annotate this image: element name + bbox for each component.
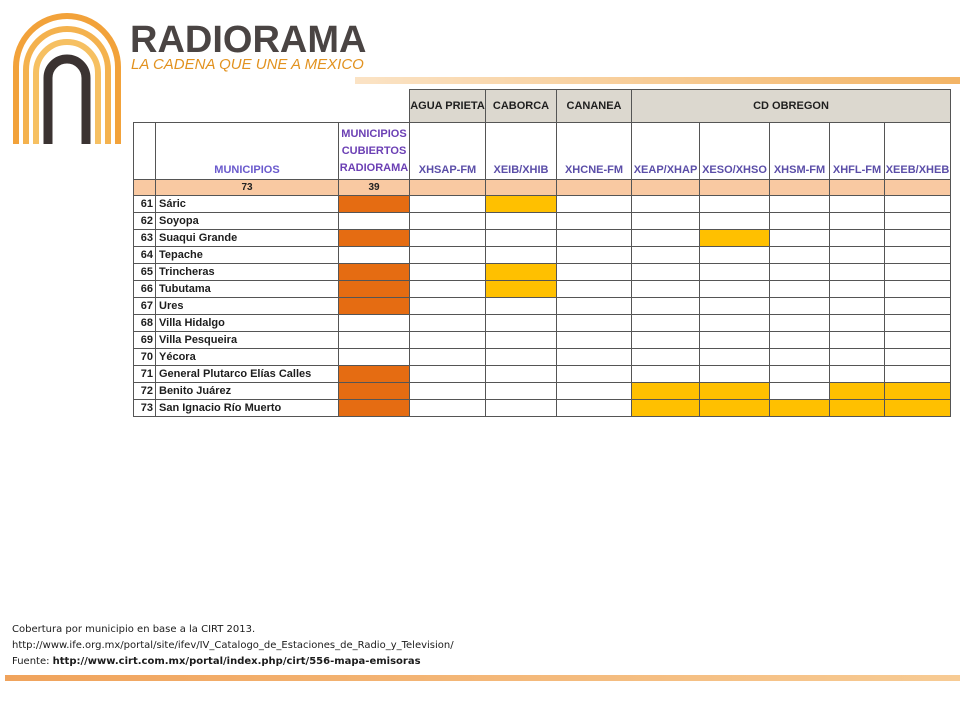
row-number: 71 (134, 366, 156, 383)
station-cell (486, 383, 557, 400)
table-row (134, 383, 951, 400)
station-cell (830, 213, 885, 230)
coverage-cell (339, 264, 410, 281)
municipio-name: Villa Pesqueira (156, 332, 339, 349)
station-cell (700, 281, 770, 298)
municipio-name: Benito Juárez (156, 383, 339, 400)
station-cell (770, 281, 830, 298)
station-cell (770, 196, 830, 213)
station-cell (410, 264, 486, 281)
station-cell (486, 315, 557, 332)
municipio-name: Tepache (156, 247, 339, 264)
totals-cell (632, 180, 700, 196)
station-cell (700, 213, 770, 230)
row-number: 70 (134, 349, 156, 366)
station-cell (486, 264, 557, 281)
station-cell (700, 298, 770, 315)
station-cell (557, 315, 632, 332)
coverage-cell (339, 247, 410, 264)
coverage-cell (339, 349, 410, 366)
totals-cell (486, 180, 557, 196)
station-cell (632, 264, 700, 281)
station-cell (885, 366, 951, 383)
municipio-name: Yécora (156, 349, 339, 366)
station-cell (410, 349, 486, 366)
totals-cell (770, 180, 830, 196)
footer-line-coverage: Cobertura por municipio en base a la CIRT 2013. (12, 624, 256, 635)
row-number: 67 (134, 298, 156, 315)
totals-blank (134, 180, 156, 196)
coverage-cell (339, 366, 410, 383)
station-cell (830, 366, 885, 383)
station-cell (830, 349, 885, 366)
station-header: XEEB/XHEB (885, 123, 951, 180)
station-cell (557, 332, 632, 349)
table-row (134, 247, 951, 264)
station-cell (410, 383, 486, 400)
row-number: 62 (134, 213, 156, 230)
totals-cell (557, 180, 632, 196)
station-header-row (134, 123, 951, 180)
station-cell (557, 230, 632, 247)
footer-notes (12, 622, 454, 670)
brand-name: RADIORAMA (130, 19, 367, 61)
station-cell (486, 400, 557, 417)
station-cell (557, 366, 632, 383)
radiorama-logo-arch-icon (12, 12, 122, 147)
station-cell (770, 315, 830, 332)
bottom-decorative-stripe (5, 675, 960, 681)
station-cell (557, 298, 632, 315)
station-cell (830, 281, 885, 298)
station-cell (770, 230, 830, 247)
municipio-name: Villa Hidalgo (156, 315, 339, 332)
table-row (134, 298, 951, 315)
station-cell (486, 298, 557, 315)
totals-cell (700, 180, 770, 196)
row-number: 68 (134, 315, 156, 332)
municipios-header: MUNICIPIOS (156, 123, 339, 180)
station-cell (632, 349, 700, 366)
station-cell (632, 383, 700, 400)
station-cell (410, 196, 486, 213)
station-header: XHFL-FM (830, 123, 885, 180)
station-cell (632, 400, 700, 417)
station-cell (632, 298, 700, 315)
station-cell (486, 196, 557, 213)
station-cell (770, 298, 830, 315)
station-cell (557, 247, 632, 264)
station-cell (632, 247, 700, 264)
coverage-cell (339, 213, 410, 230)
station-cell (885, 247, 951, 264)
station-cell (700, 383, 770, 400)
station-cell (632, 196, 700, 213)
station-header: XEAP/XHAP (632, 123, 700, 180)
total-cubiertos: 39 (339, 180, 410, 196)
footer-source-link[interactable]: http://www.cirt.com.mx/portal/index.php/cirt/556-mapa-emisoras (52, 656, 421, 667)
municipio-name: Ures (156, 298, 339, 315)
station-cell (770, 264, 830, 281)
coverage-header (339, 123, 410, 180)
station-cell (770, 400, 830, 417)
header-blank (134, 90, 410, 123)
group-header-caborca: CABORCA (486, 90, 557, 123)
station-cell (830, 264, 885, 281)
station-cell (830, 315, 885, 332)
coverage-cell (339, 281, 410, 298)
station-cell (885, 332, 951, 349)
table-row (134, 196, 951, 213)
station-cell (885, 315, 951, 332)
station-cell (557, 264, 632, 281)
station-cell (557, 400, 632, 417)
coverage-cell (339, 383, 410, 400)
station-cell (885, 196, 951, 213)
station-header: XEIB/XHIB (486, 123, 557, 180)
group-header-agua-prieta: AGUA PRIETA (410, 90, 486, 123)
station-cell (770, 247, 830, 264)
station-header: XHSAP-FM (410, 123, 486, 180)
row-number: 64 (134, 247, 156, 264)
station-cell (700, 349, 770, 366)
station-cell (632, 366, 700, 383)
station-cell (632, 315, 700, 332)
station-cell (885, 400, 951, 417)
station-cell (410, 332, 486, 349)
coverage-cell (339, 315, 410, 332)
group-header-row (134, 90, 951, 123)
station-cell (486, 247, 557, 264)
station-cell (700, 247, 770, 264)
municipio-name: Suaqui Grande (156, 230, 339, 247)
station-cell (632, 230, 700, 247)
station-header: XESO/XHSO (700, 123, 770, 180)
station-cell (410, 400, 486, 417)
station-cell (830, 298, 885, 315)
station-cell (410, 247, 486, 264)
table-row (134, 281, 951, 298)
row-number: 61 (134, 196, 156, 213)
station-cell (885, 230, 951, 247)
station-cell (632, 281, 700, 298)
table-row (134, 366, 951, 383)
station-cell (632, 332, 700, 349)
coverage-cell (339, 196, 410, 213)
station-cell (830, 332, 885, 349)
station-cell (410, 230, 486, 247)
station-cell (770, 366, 830, 383)
total-municipios: 73 (156, 180, 339, 196)
group-header-cd-obregon: CD OBREGON (632, 90, 951, 123)
footer-source (12, 654, 454, 670)
station-cell (830, 383, 885, 400)
station-cell (700, 366, 770, 383)
station-cell (885, 213, 951, 230)
station-cell (885, 383, 951, 400)
station-cell (770, 332, 830, 349)
station-cell (557, 196, 632, 213)
station-cell (486, 366, 557, 383)
group-header-cananea: CANANEA (557, 90, 632, 123)
station-cell (557, 383, 632, 400)
station-cell (486, 230, 557, 247)
station-cell (770, 213, 830, 230)
station-cell (410, 298, 486, 315)
station-cell (830, 196, 885, 213)
station-cell (700, 264, 770, 281)
municipio-name: San Ignacio Río Muerto (156, 400, 339, 417)
station-cell (830, 400, 885, 417)
coverage-cell (339, 332, 410, 349)
coverage-cell (339, 400, 410, 417)
municipio-name: Trincheras (156, 264, 339, 281)
top-decorative-stripe (355, 77, 960, 84)
station-cell (885, 281, 951, 298)
row-number: 66 (134, 281, 156, 298)
station-cell (830, 247, 885, 264)
coverage-header-line: CUBIERTOS (341, 144, 407, 157)
row-number: 73 (134, 400, 156, 417)
footer-source-label: Fuente: (12, 656, 53, 667)
totals-cell (830, 180, 885, 196)
station-cell (770, 349, 830, 366)
station-cell (700, 315, 770, 332)
coverage-header-line: MUNICIPIOS (341, 127, 407, 140)
row-number: 63 (134, 230, 156, 247)
municipio-name: Soyopa (156, 213, 339, 230)
row-number: 65 (134, 264, 156, 281)
station-cell (410, 315, 486, 332)
station-cell (486, 349, 557, 366)
station-cell (885, 349, 951, 366)
station-cell (700, 230, 770, 247)
station-cell (632, 213, 700, 230)
row-number: 69 (134, 332, 156, 349)
footer-line-ife-url: http://www.ife.org.mx/portal/site/ifev/IV_Catalogo_de_Estaciones_de_Radio_y_Television/ (12, 640, 454, 651)
station-cell (557, 349, 632, 366)
station-cell (486, 213, 557, 230)
brand-tagline: LA CADENA QUE UNE A MEXICO (131, 56, 364, 73)
totals-cell (410, 180, 486, 196)
station-cell (700, 332, 770, 349)
station-cell (770, 383, 830, 400)
table-row (134, 332, 951, 349)
station-header: XHSM-FM (770, 123, 830, 180)
station-cell (410, 366, 486, 383)
station-cell (700, 196, 770, 213)
coverage-cell (339, 230, 410, 247)
table-row (134, 213, 951, 230)
table-row (134, 264, 951, 281)
station-cell (830, 230, 885, 247)
table-row (134, 230, 951, 247)
coverage-header-line: RADIORAMA (339, 161, 409, 174)
station-cell (700, 400, 770, 417)
station-cell (557, 213, 632, 230)
coverage-cell (339, 298, 410, 315)
station-cell (410, 281, 486, 298)
table-row (134, 315, 951, 332)
municipio-name: Sáric (156, 196, 339, 213)
coverage-table (133, 89, 951, 417)
row-number: 72 (134, 383, 156, 400)
station-cell (486, 281, 557, 298)
totals-row (134, 180, 951, 196)
station-cell (885, 298, 951, 315)
station-cell (410, 213, 486, 230)
table-row (134, 400, 951, 417)
station-cell (885, 264, 951, 281)
table-row (134, 349, 951, 366)
station-cell (557, 281, 632, 298)
municipio-name: General Plutarco Elías Calles (156, 366, 339, 383)
station-header: XHCNE-FM (557, 123, 632, 180)
totals-cell (885, 180, 951, 196)
station-cell (486, 332, 557, 349)
municipio-name: Tubutama (156, 281, 339, 298)
num-header (134, 123, 156, 180)
